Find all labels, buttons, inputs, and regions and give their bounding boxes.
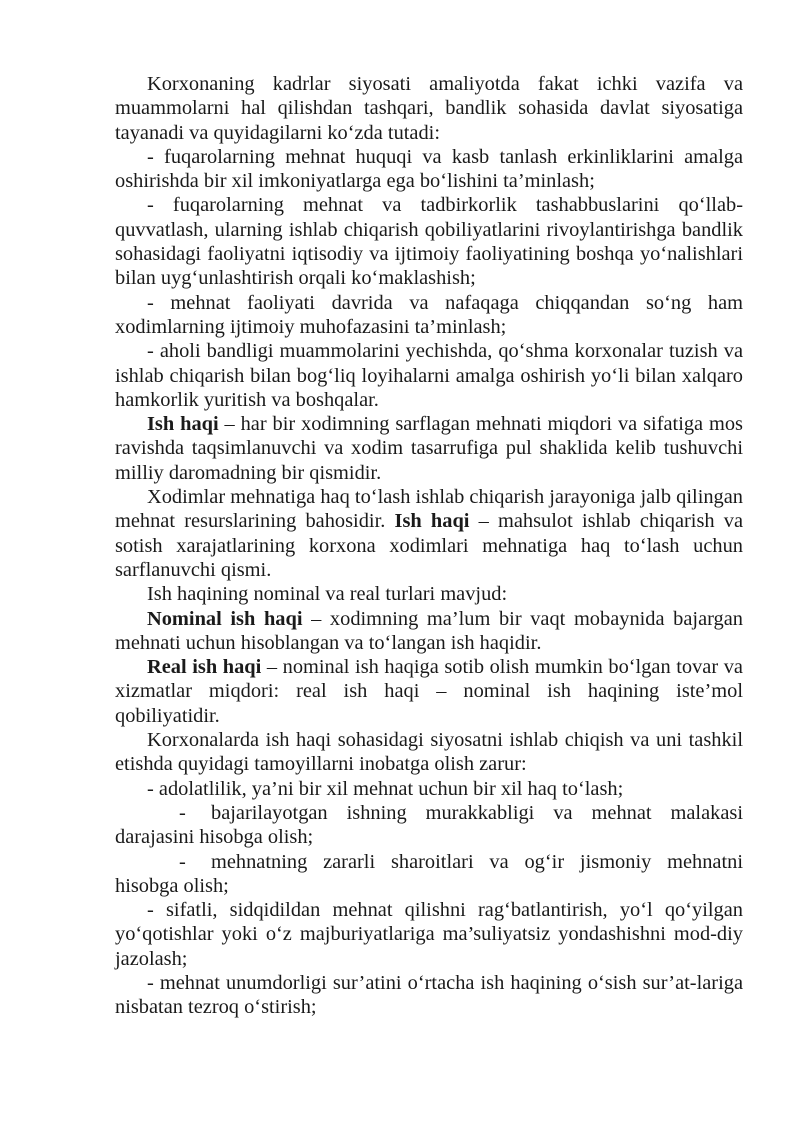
term-ish-haqi: Ish haqi: [147, 413, 219, 436]
list-item-text: aholi bandligi muammolarini yechishda, qo‘shma korxonalar tuzish va ishlab chiqarish bilan bog‘liq loyihalarni amalga oshirish yo‘li bilan xalqaro hamkorlik yuritish va boshqalar.: [115, 340, 743, 411]
document-page: [115, 72, 743, 1020]
list-item: [115, 145, 743, 194]
list-item-text: mehnat unumdorligi sur’atini o‘rtacha ish haqining o‘sish sur’at-lariga nisbatan tezroq o‘stirish;: [115, 971, 743, 1019]
paragraph-text: Xodimlar mehnatiga haq to‘lash ishlab chiqarish jarayoniga jalb qilingan mehnat resurslarining bahosidir.: [115, 486, 743, 533]
definition-text: – xodimning ma’lum bir vaqt mobaynida bajargan mehnati uchun hisoblangan va to‘langan ish haqidir.: [115, 607, 743, 654]
list-dash: -: [147, 971, 154, 994]
definition-text: – nominal ish haqiga sotib olish mumkin bo‘lgan tovar va xizmatlar miqdori: real ish haqi – nominal ish haqining iste’mol qobiliyatidir.: [115, 656, 743, 727]
list-item: [115, 801, 743, 850]
list-item-text: bajarilayotgan ishning murakkabligi va mehnat malakasi darajasini hisobga olish;: [115, 801, 743, 849]
list-item-text: mehnatning zararli sharoitlari va og‘ir jismoniy mehnatni hisobga olish;: [115, 850, 743, 897]
list-item: [115, 971, 743, 1020]
list-item-text: fuqarolarning mehnat huquqi va kasb tanlash erkinliklarini amalga oshirishda bir xil imkoniyatlarga ega bo‘lishini ta’minlash;: [115, 145, 743, 193]
list-item: [115, 850, 743, 899]
paragraph-text: Korxonalarda ish haqi sohasidagi siyosatni ishlab chiqish va uni tashkil etishda quyidagi tamoyillarni inobatga olish zarur:: [115, 729, 743, 776]
list-item: [115, 193, 743, 290]
list-item: [115, 339, 743, 412]
list-item-text: fuqarolarning mehnat va tadbirkorlik tashabbuslarini qo‘llab-quvvatlash, ularning ishlab chiqarish qobiliyatlarini rivoylantirishga bandlik sohasidagi faoliyatni iqtisodiy va ijtimoiy faoliyatining boshqa yo‘nalishlari bilan uyg‘unlashtirish orqali ko‘maklashish;: [115, 194, 743, 290]
paragraph: [115, 582, 743, 606]
list-item-text: mehnat faoliyati davrida va nafaqaga chiqqandan so‘ng ham xodimlarning ijtimoiy muhofazasini ta’minlash;: [115, 291, 743, 338]
term-nominal-ish-haqi: Nominal ish haqi: [147, 607, 303, 630]
paragraph: [115, 485, 743, 582]
list-dash: -: [147, 899, 154, 922]
paragraph-text: Ish haqining nominal va real turlari mavjud:: [147, 583, 508, 606]
list-item: [115, 898, 743, 971]
paragraph: [115, 728, 743, 777]
list-dash: -: [147, 194, 154, 217]
list-dash: -: [147, 145, 154, 168]
list-dash: -: [147, 777, 154, 800]
list-dash: -: [179, 801, 186, 824]
intro-paragraph: [115, 72, 743, 145]
definition-paragraph: [115, 607, 743, 656]
definition-text: – mahsulot ishlab chiqarish va sotish xarajatlarining korxona xodimlari mehnatiga haq to‘lash uchun sarflanuvchi qismi.: [115, 510, 743, 581]
list-item: [115, 777, 743, 801]
paragraph-text: Korxonaning kadrlar siyosati amaliyotda fakat ichki vazifa va muammolarni hal qilishdan tashqari, bandlik sohasida davlat siyosatiga tayanadi va quyidagilarni ko‘zda tutadi:: [115, 73, 743, 144]
list-dash: -: [179, 850, 186, 873]
definition-paragraph: [115, 655, 743, 728]
definition-paragraph: [115, 412, 743, 485]
list-item-text: adolatlilik, ya’ni bir xil mehnat uchun bir xil haq to‘lash;: [153, 777, 624, 800]
term-ish-haqi: Ish haqi: [394, 510, 470, 533]
list-dash: -: [147, 291, 154, 314]
list-item-text: sifatli, sidqidildan mehnat qilishni rag‘batlantirish, yo‘l qo‘yilgan yo‘qotishlar yoki o‘z majburiyatlariga ma’suliyatsiz yondashishni mod-diy jazolash;: [115, 899, 743, 970]
term-real-ish-haqi: Real ish haqi: [147, 656, 262, 679]
list-dash: -: [147, 340, 154, 363]
list-item: [115, 291, 743, 340]
definition-text: – har bir xodimning sarflagan mehnati miqdori va sifatiga mos ravishda taqsimlanuvchi va xodim tasarrufiga pul shaklida kelib tushuvchi milliy daromadning bir qismidir.: [115, 413, 743, 484]
